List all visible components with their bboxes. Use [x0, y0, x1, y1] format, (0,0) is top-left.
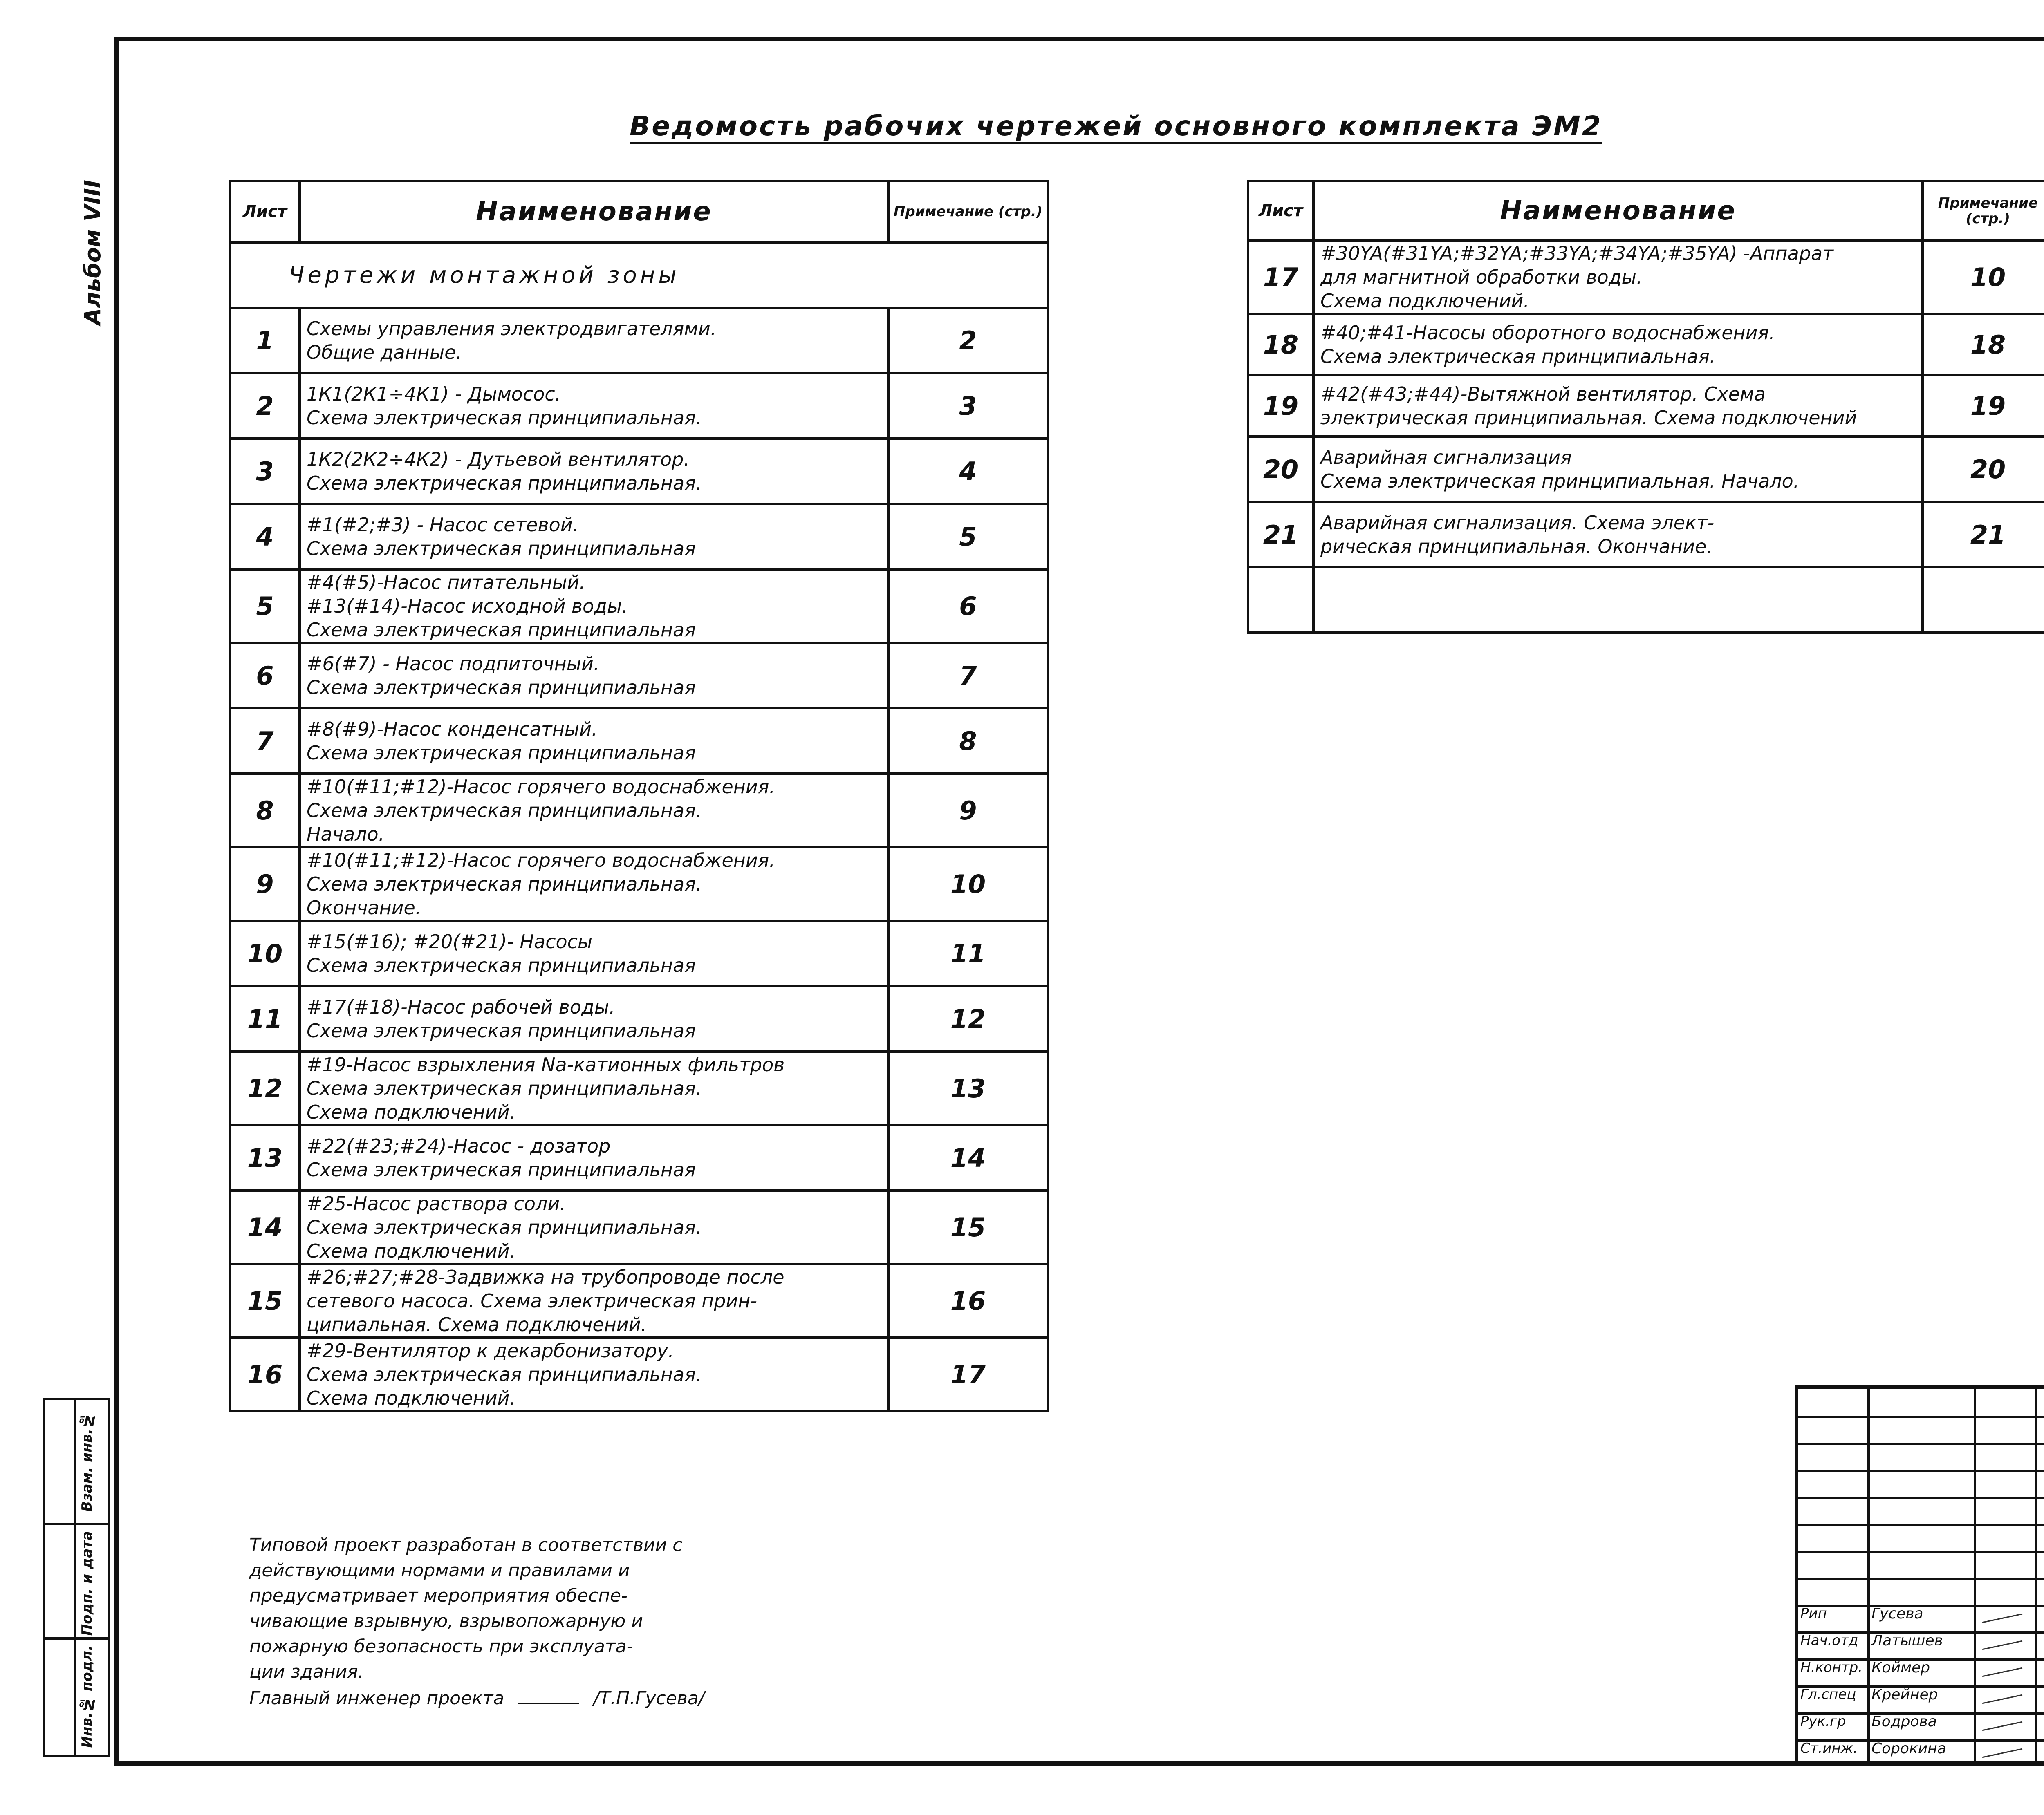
drawing-name: #19-Насос взрыхления Na-катионных фильтров Схема электрическая принципиальная. Схема подключений. [300, 1052, 888, 1125]
page-number: 7 [888, 643, 1048, 708]
sidebar-label-sign: Подп. и дата [79, 1531, 95, 1636]
table-row [230, 1191, 1048, 1264]
drawing-name: Схемы управления электродвигателями. Общие данные. [300, 308, 888, 373]
staff-role: Н.контр. [1800, 1659, 1863, 1676]
table-row [230, 708, 1048, 774]
page-number: 8 [888, 708, 1048, 774]
col-header-sheet: Лист [230, 181, 300, 242]
staff-role: Рук.гр [1800, 1713, 1846, 1730]
page-number: 11 [888, 921, 1048, 986]
table-row [230, 1125, 1048, 1191]
col-header-note: Примечание (стр.) [888, 181, 1048, 242]
drawing-name: #26;#27;#28-Задвижка на трубопроводе после сетевого насоса. Схема электрическая прин- ципиальная. Схема подключений. [300, 1264, 888, 1338]
page-number: 14 [888, 1125, 1048, 1191]
sheet-number: 1 [230, 308, 300, 373]
sheet-number: 17 [1248, 240, 1313, 314]
table-row [230, 308, 1048, 373]
right-drawings-table [1247, 180, 2044, 634]
drawing-name: #25-Насос раствора соли. Схема электрическая принципиальная. Схема подключений. [300, 1191, 888, 1264]
page-number: 17 [888, 1338, 1048, 1411]
sheet-number: 7 [230, 708, 300, 774]
sheet-number: 3 [230, 439, 300, 504]
page-number [1923, 567, 2044, 633]
staff-name: Крейнер [1871, 1686, 1938, 1703]
drawing-name: #1(#2;#3) - Насос сетевой. Схема электрическая принципиальная [300, 504, 888, 569]
chief-engineer-line [249, 1688, 705, 1709]
sheet-number: 16 [230, 1338, 300, 1411]
sheet-number: 9 [230, 847, 300, 921]
staff-role: Рип [1800, 1605, 1827, 1622]
sheet-number: 5 [230, 569, 300, 643]
chief-engineer-label: Главный инженер проекта [249, 1688, 504, 1709]
table-row [230, 986, 1048, 1052]
project-note: Типовой проект разработан в соответствии с действующими нормами и правилами и предусматривает мероприятия обеспе- чивающие взрывную, взрывопожарную и пожарную безопасность при эксплуата- ции здания. [249, 1535, 683, 1682]
staff-role: Нач.отд [1800, 1632, 1858, 1649]
table-row [230, 439, 1048, 504]
sheet-number: 6 [230, 643, 300, 708]
section-title: Чертежи монтажной зоны [230, 242, 1048, 308]
drawing-name: #8(#9)-Насос конденсатный. Схема электрическая принципиальная [300, 708, 888, 774]
page-number: 13 [888, 1052, 1048, 1125]
table-row [230, 847, 1048, 921]
drawing-name: Аварийная сигнализация. Схема элект- рическая принципиальная. Окончание. [1313, 502, 1923, 567]
drawing-name: #6(#7) - Насос подпиточный. Схема электрическая принципиальная [300, 643, 888, 708]
page-number: 16 [888, 1264, 1048, 1338]
sheet-number: 2 [230, 373, 300, 439]
page-number: 4 [888, 439, 1048, 504]
drawing-name: 1К2(2К2÷4К2) - Дутьевой вентилятор. Схема электрическая принципиальная. [300, 439, 888, 504]
staff-name: Бодрова [1871, 1713, 1937, 1730]
page-number: 6 [888, 569, 1048, 643]
table-row [1248, 240, 2044, 314]
drawing-name: #4(#5)-Насос питательный. #13(#14)-Насос исходной воды. Схема электрическая принципиальная [300, 569, 888, 643]
sheet-number: 4 [230, 504, 300, 569]
drawing-name: #30YA(#31YA;#32YA;#33YA;#34YA;#35YA) -Аппарат для магнитной обработки воды. Схема подключений. [1313, 240, 1923, 314]
sheet-number: 10 [230, 921, 300, 986]
album-label: Альбом VIII [80, 180, 105, 325]
staff-name: Коймер [1871, 1659, 1930, 1676]
table-row [230, 643, 1048, 708]
sheet-number [1248, 567, 1313, 633]
page-number: 10 [1923, 240, 2044, 314]
sheet-number: 15 [230, 1264, 300, 1338]
page-number: 9 [888, 774, 1048, 847]
staff-name: Латышев [1871, 1632, 1943, 1649]
document-title: Ведомость рабочих чертежей основного комплекта ЭМ2 [630, 110, 1602, 144]
table-row [230, 569, 1048, 643]
signature-mark [1982, 1667, 2022, 1677]
page-number: 2 [888, 308, 1048, 373]
table-row [230, 921, 1048, 986]
page-number: 5 [888, 504, 1048, 569]
table-row [1248, 375, 2044, 436]
drawing-name: #10(#11;#12)-Насос горячего водоснабжения. Схема электрическая принципиальная. Начало. [300, 774, 888, 847]
sidebar-label-replace: Взам. инв.№ [79, 1412, 95, 1512]
drawing-name: 1К1(2К1÷4К1) - Дымосос. Схема электрическая принципиальная. [300, 373, 888, 439]
drawing-name: #15(#16); #20(#21)- Насосы Схема электрическая принципиальная [300, 921, 888, 986]
page-number: 15 [888, 1191, 1048, 1264]
chief-engineer-name: /Т.П.Гусева/ [593, 1688, 705, 1709]
signature-mark [1982, 1748, 2022, 1758]
drawing-name: #42(#43;#44)-Вытяжной вентилятор. Схема электрическая принципиальная. Схема подключений [1313, 375, 1923, 436]
table-row [230, 774, 1048, 847]
sheet-number: 11 [230, 986, 300, 1052]
page-number: 3 [888, 373, 1048, 439]
page-number: 21 [1923, 502, 2044, 567]
staff-name: Гусева [1871, 1605, 1923, 1622]
page-number: 18 [1923, 314, 2044, 375]
signature-mark [518, 1703, 579, 1704]
table-row [1248, 314, 2044, 375]
drawing-name: #40;#41-Насосы оборотного водоснабжения. Схема электрическая принципиальная. [1313, 314, 1923, 375]
col-header-name: Наименование [1313, 181, 1923, 240]
signature-mark [1982, 1721, 2022, 1731]
sheet-number: 20 [1248, 436, 1313, 502]
staff-name: Сорокина [1871, 1740, 1946, 1757]
table-row [1248, 567, 2044, 633]
sheet-number: 13 [230, 1125, 300, 1191]
sheet-number: 21 [1248, 502, 1313, 567]
page-number: 12 [888, 986, 1048, 1052]
drawing-name: #29-Вентилятор к декарбонизатору. Схема электрическая принципиальная. Схема подключений. [300, 1338, 888, 1411]
drawing-name: #22(#23;#24)-Насос - дозатор Схема электрическая принципиальная [300, 1125, 888, 1191]
table-row [230, 504, 1048, 569]
signature-mark [1982, 1640, 2022, 1650]
sheet-number: 8 [230, 774, 300, 847]
page-number: 20 [1923, 436, 2044, 502]
staff-role: Ст.инж. [1800, 1740, 1858, 1757]
signature-mark [1982, 1614, 2022, 1623]
page-number: 10 [888, 847, 1048, 921]
sheet-number: 12 [230, 1052, 300, 1125]
col-header-sheet: Лист [1248, 181, 1313, 240]
table-row [1248, 502, 2044, 567]
sheet-number: 19 [1248, 375, 1313, 436]
col-header-name: Наименование [300, 181, 888, 242]
title-block [1795, 1385, 2044, 1766]
drawing-name: Аварийная сигнализация Схема электрическая принципиальная. Начало. [1313, 436, 1923, 502]
table-row [1248, 436, 2044, 502]
sheet-number: 18 [1248, 314, 1313, 375]
drawing-name: #17(#18)-Насос рабочей воды. Схема электрическая принципиальная [300, 986, 888, 1052]
table-row [230, 373, 1048, 439]
table-row [230, 1264, 1048, 1338]
sidebar-label-inv: Инв.№ подл. [79, 1645, 95, 1748]
col-header-note: Примечание (стр.) [1923, 181, 2044, 240]
approval-sidebar [43, 1398, 110, 1757]
left-drawings-table [229, 180, 1049, 1412]
table-row [230, 1052, 1048, 1125]
drawing-name: #10(#11;#12)-Насос горячего водоснабжения. Схема электрическая принципиальная. Окончание. [300, 847, 888, 921]
drawing-name [1313, 567, 1923, 633]
signature-mark [1982, 1694, 2022, 1704]
sheet-number: 14 [230, 1191, 300, 1264]
table-row [230, 1338, 1048, 1411]
page-number: 19 [1923, 375, 2044, 436]
staff-role: Гл.спец [1800, 1686, 1856, 1703]
